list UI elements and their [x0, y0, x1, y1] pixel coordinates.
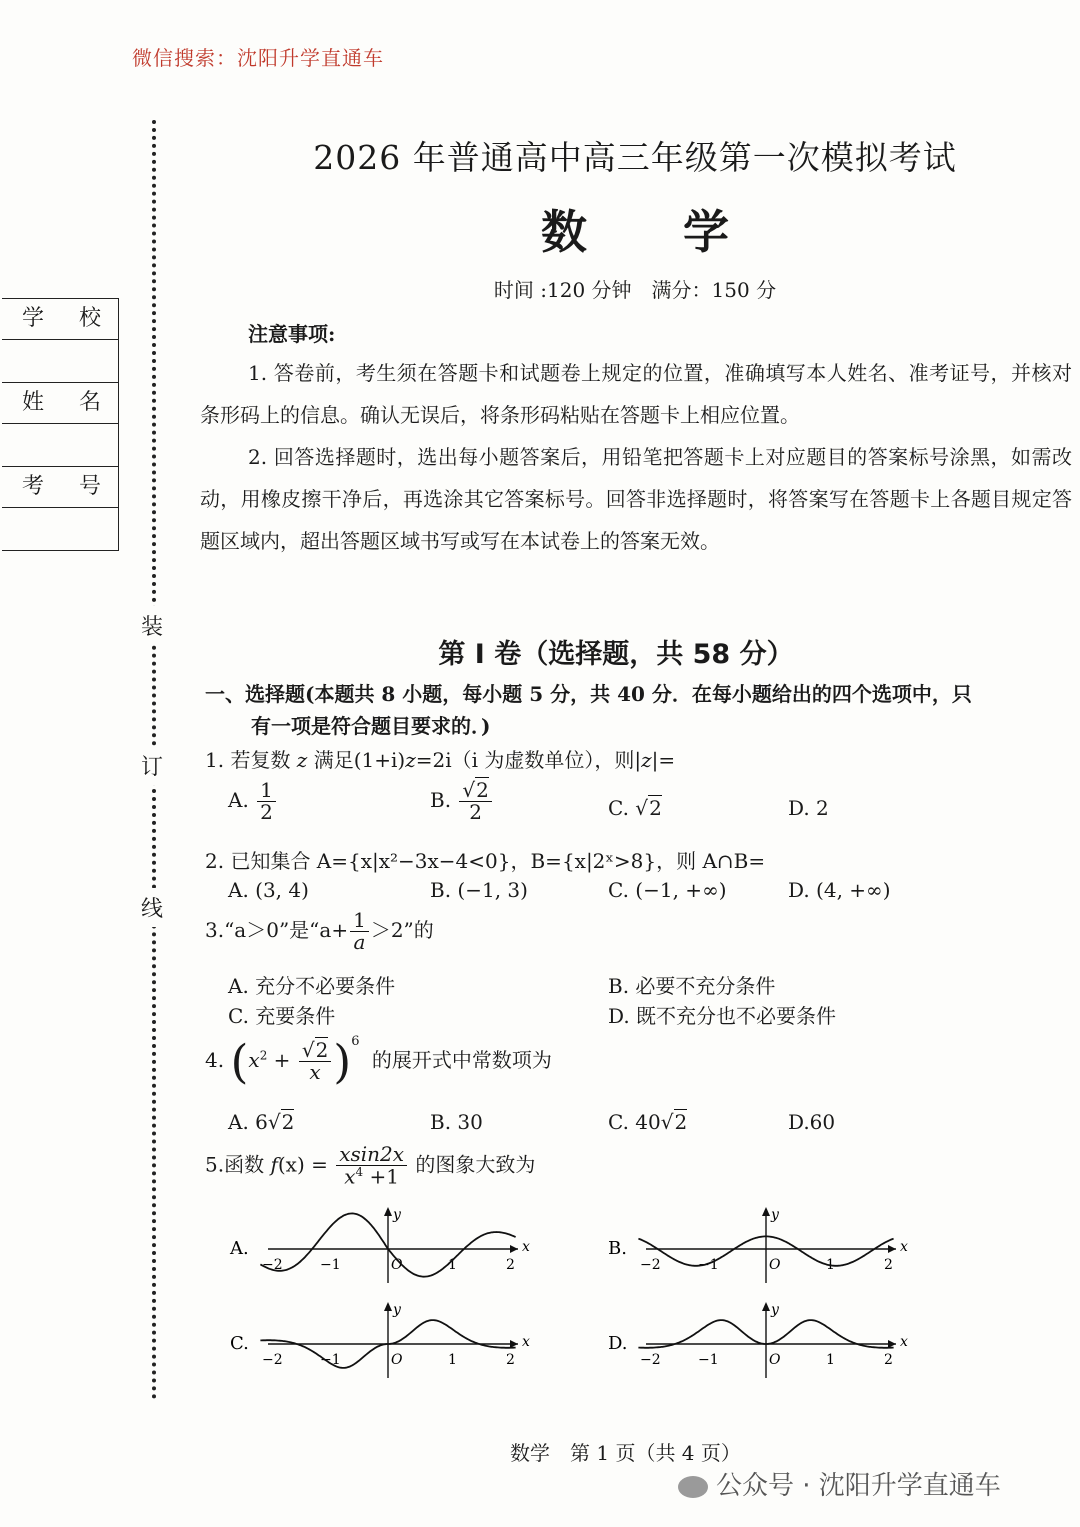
tick-label: 1: [448, 1352, 457, 1368]
q3-option-a[interactable]: A. 充分不必要条件: [228, 974, 396, 998]
x-axis-label: x: [522, 1239, 530, 1255]
q1-option-b[interactable]: B. $\frac{√2}{2}$: [430, 780, 494, 823]
tick-label: 1: [448, 1257, 457, 1273]
part1-instructions: [205, 678, 1065, 742]
graph-label: D.: [608, 1333, 628, 1354]
binding-char-ding: 订: [141, 746, 163, 785]
time-info: 时间 :120 分钟 满分：150 分: [493, 278, 777, 302]
tick-label: −2: [640, 1352, 661, 1368]
exam-number-field[interactable]: [2, 508, 118, 550]
y-axis-arrow: [762, 1302, 770, 1311]
tick-label: −1: [698, 1257, 719, 1273]
binding-char-zhuang: 装: [141, 606, 163, 645]
part1-line1: 一、选择题(本题共 8 小题，每小题 5 分，共 40 分．在每小题给出的四个选项中，只: [205, 682, 972, 706]
part1-line2: 有一项是符合题目要求的．): [251, 714, 491, 738]
x-axis-arrow: [510, 1245, 518, 1253]
tick-label: −2: [640, 1257, 661, 1273]
y-axis-arrow: [384, 1207, 392, 1216]
graph-label: C.: [230, 1333, 249, 1354]
q4-stem: 4. ($x^2$ + $\frac{√2}{x}$ )$^6$ 的展开式中常数项为: [205, 1034, 552, 1089]
student-info-box: [2, 298, 119, 551]
school-label: 学 校: [2, 299, 118, 340]
note-item-2: 2. 回答选择题时，选出每小题答案后，用铅笔把答题卡上对应题目的答案标号涂黑，如需改动，用橡皮擦干净后，再选涂其它答案标号。回答非选择题时，将答案写在答题卡上各题目规定答题区域内，超出答题区域书写或写在本试卷上的答案无效。: [200, 445, 1072, 553]
tick-label: 1: [826, 1257, 835, 1273]
y-axis-arrow: [762, 1207, 770, 1216]
page-footer: 数学 第 1 页（共 4 页）: [510, 1441, 741, 1465]
x-axis-label: x: [900, 1239, 908, 1255]
tick-label: −2: [262, 1257, 283, 1273]
q5-graph-d[interactable]: [606, 1300, 916, 1386]
tick-label: −1: [698, 1352, 719, 1368]
q1-option-a[interactable]: A. $\frac{1}{2}$: [228, 780, 278, 823]
y-axis-label: y: [771, 1207, 779, 1223]
q2-option-a[interactable]: A. (3, 4): [228, 878, 309, 902]
name-field[interactable]: [2, 424, 118, 467]
tick-label: −1: [320, 1352, 341, 1368]
graph-label: B.: [608, 1238, 627, 1259]
q2-option-d[interactable]: D. (4, +∞): [788, 878, 891, 902]
watermark-top: 微信搜索：沈阳升学直通车: [132, 46, 384, 70]
q2-stem: 2. 已知集合 A={x|x²−3x−4<0}，B={x|2ˣ>8}，则 A∩B=: [205, 849, 766, 873]
q3-stem: 3.“a＞0”是“a+ $\frac{1}{a}$ ＞2”的: [205, 908, 434, 954]
q3-option-c[interactable]: C. 充要条件: [228, 1004, 336, 1028]
x-axis-label: x: [522, 1334, 530, 1350]
q1-stem: 1. 若复数 z 满足(1+i)z=2i（i 为虚数单位），则|z|=: [205, 748, 676, 772]
tick-label: O: [769, 1257, 781, 1273]
section-title: 第 I 卷（选择题，共 58 分）: [438, 639, 794, 670]
q5-graph-b[interactable]: [606, 1205, 916, 1291]
y-axis-arrow: [384, 1302, 392, 1311]
y-axis-label: y: [393, 1302, 401, 1318]
tick-label: 2: [884, 1257, 893, 1273]
graph-label: A.: [230, 1238, 249, 1259]
q4-option-a[interactable]: A. 6√2: [228, 1110, 295, 1134]
q1-option-d[interactable]: D. 2: [788, 796, 829, 820]
q1-option-c[interactable]: C. √2: [608, 796, 662, 820]
footer-watermark: 公众号 · 沈阳升学直通车: [678, 1465, 1001, 1502]
wechat-icon: [678, 1476, 708, 1498]
exam-number-label: 考 号: [2, 467, 118, 508]
tick-label: 1: [826, 1352, 835, 1368]
tick-label: O: [391, 1352, 403, 1368]
q3-option-b[interactable]: B. 必要不充分条件: [608, 974, 776, 998]
binding-char-xian: 线: [141, 888, 163, 927]
tick-label: O: [391, 1257, 403, 1273]
q4-option-d[interactable]: D.60: [788, 1110, 836, 1134]
subject-title: 数 学: [540, 205, 769, 259]
tick-label: O: [769, 1352, 781, 1368]
q3-option-d[interactable]: D. 既不充分也不必要条件: [608, 1004, 837, 1028]
q5-stem: 5.函数 f(x) = $\frac{xsin2x}{x^4 +1}$ 的图象大致为: [205, 1142, 536, 1189]
q5-graph-c[interactable]: [228, 1300, 538, 1386]
x-axis-arrow: [888, 1245, 896, 1253]
q2-option-c[interactable]: C. (−1, +∞): [608, 878, 727, 902]
note-item-1: 1. 答卷前，考生须在答题卡和试题卷上规定的位置，准确填写本人姓名、准考证号，并核对条形码上的信息。确认无误后，将条形码粘贴在答题卡上相应位置。: [200, 361, 1072, 427]
tick-label: −1: [320, 1257, 341, 1273]
y-axis-label: y: [393, 1207, 401, 1223]
tick-label: 2: [506, 1352, 515, 1368]
name-label: 姓 名: [2, 383, 118, 424]
x-axis-label: x: [900, 1334, 908, 1350]
tick-label: 2: [884, 1352, 893, 1368]
q4-option-b[interactable]: B. 30: [430, 1110, 483, 1134]
notes-title: 注意事项:: [248, 322, 336, 346]
school-field[interactable]: [2, 340, 118, 383]
y-axis-label: y: [771, 1302, 779, 1318]
tick-label: 2: [506, 1257, 515, 1273]
q2-option-b[interactable]: B. (−1, 3): [430, 878, 528, 902]
exam-title: 2026 年普通高中高三年级第一次模拟考试: [313, 138, 957, 177]
q4-option-c[interactable]: C. 40√2: [608, 1110, 688, 1134]
tick-label: −2: [262, 1352, 283, 1368]
q5-graph-a[interactable]: [228, 1205, 538, 1291]
